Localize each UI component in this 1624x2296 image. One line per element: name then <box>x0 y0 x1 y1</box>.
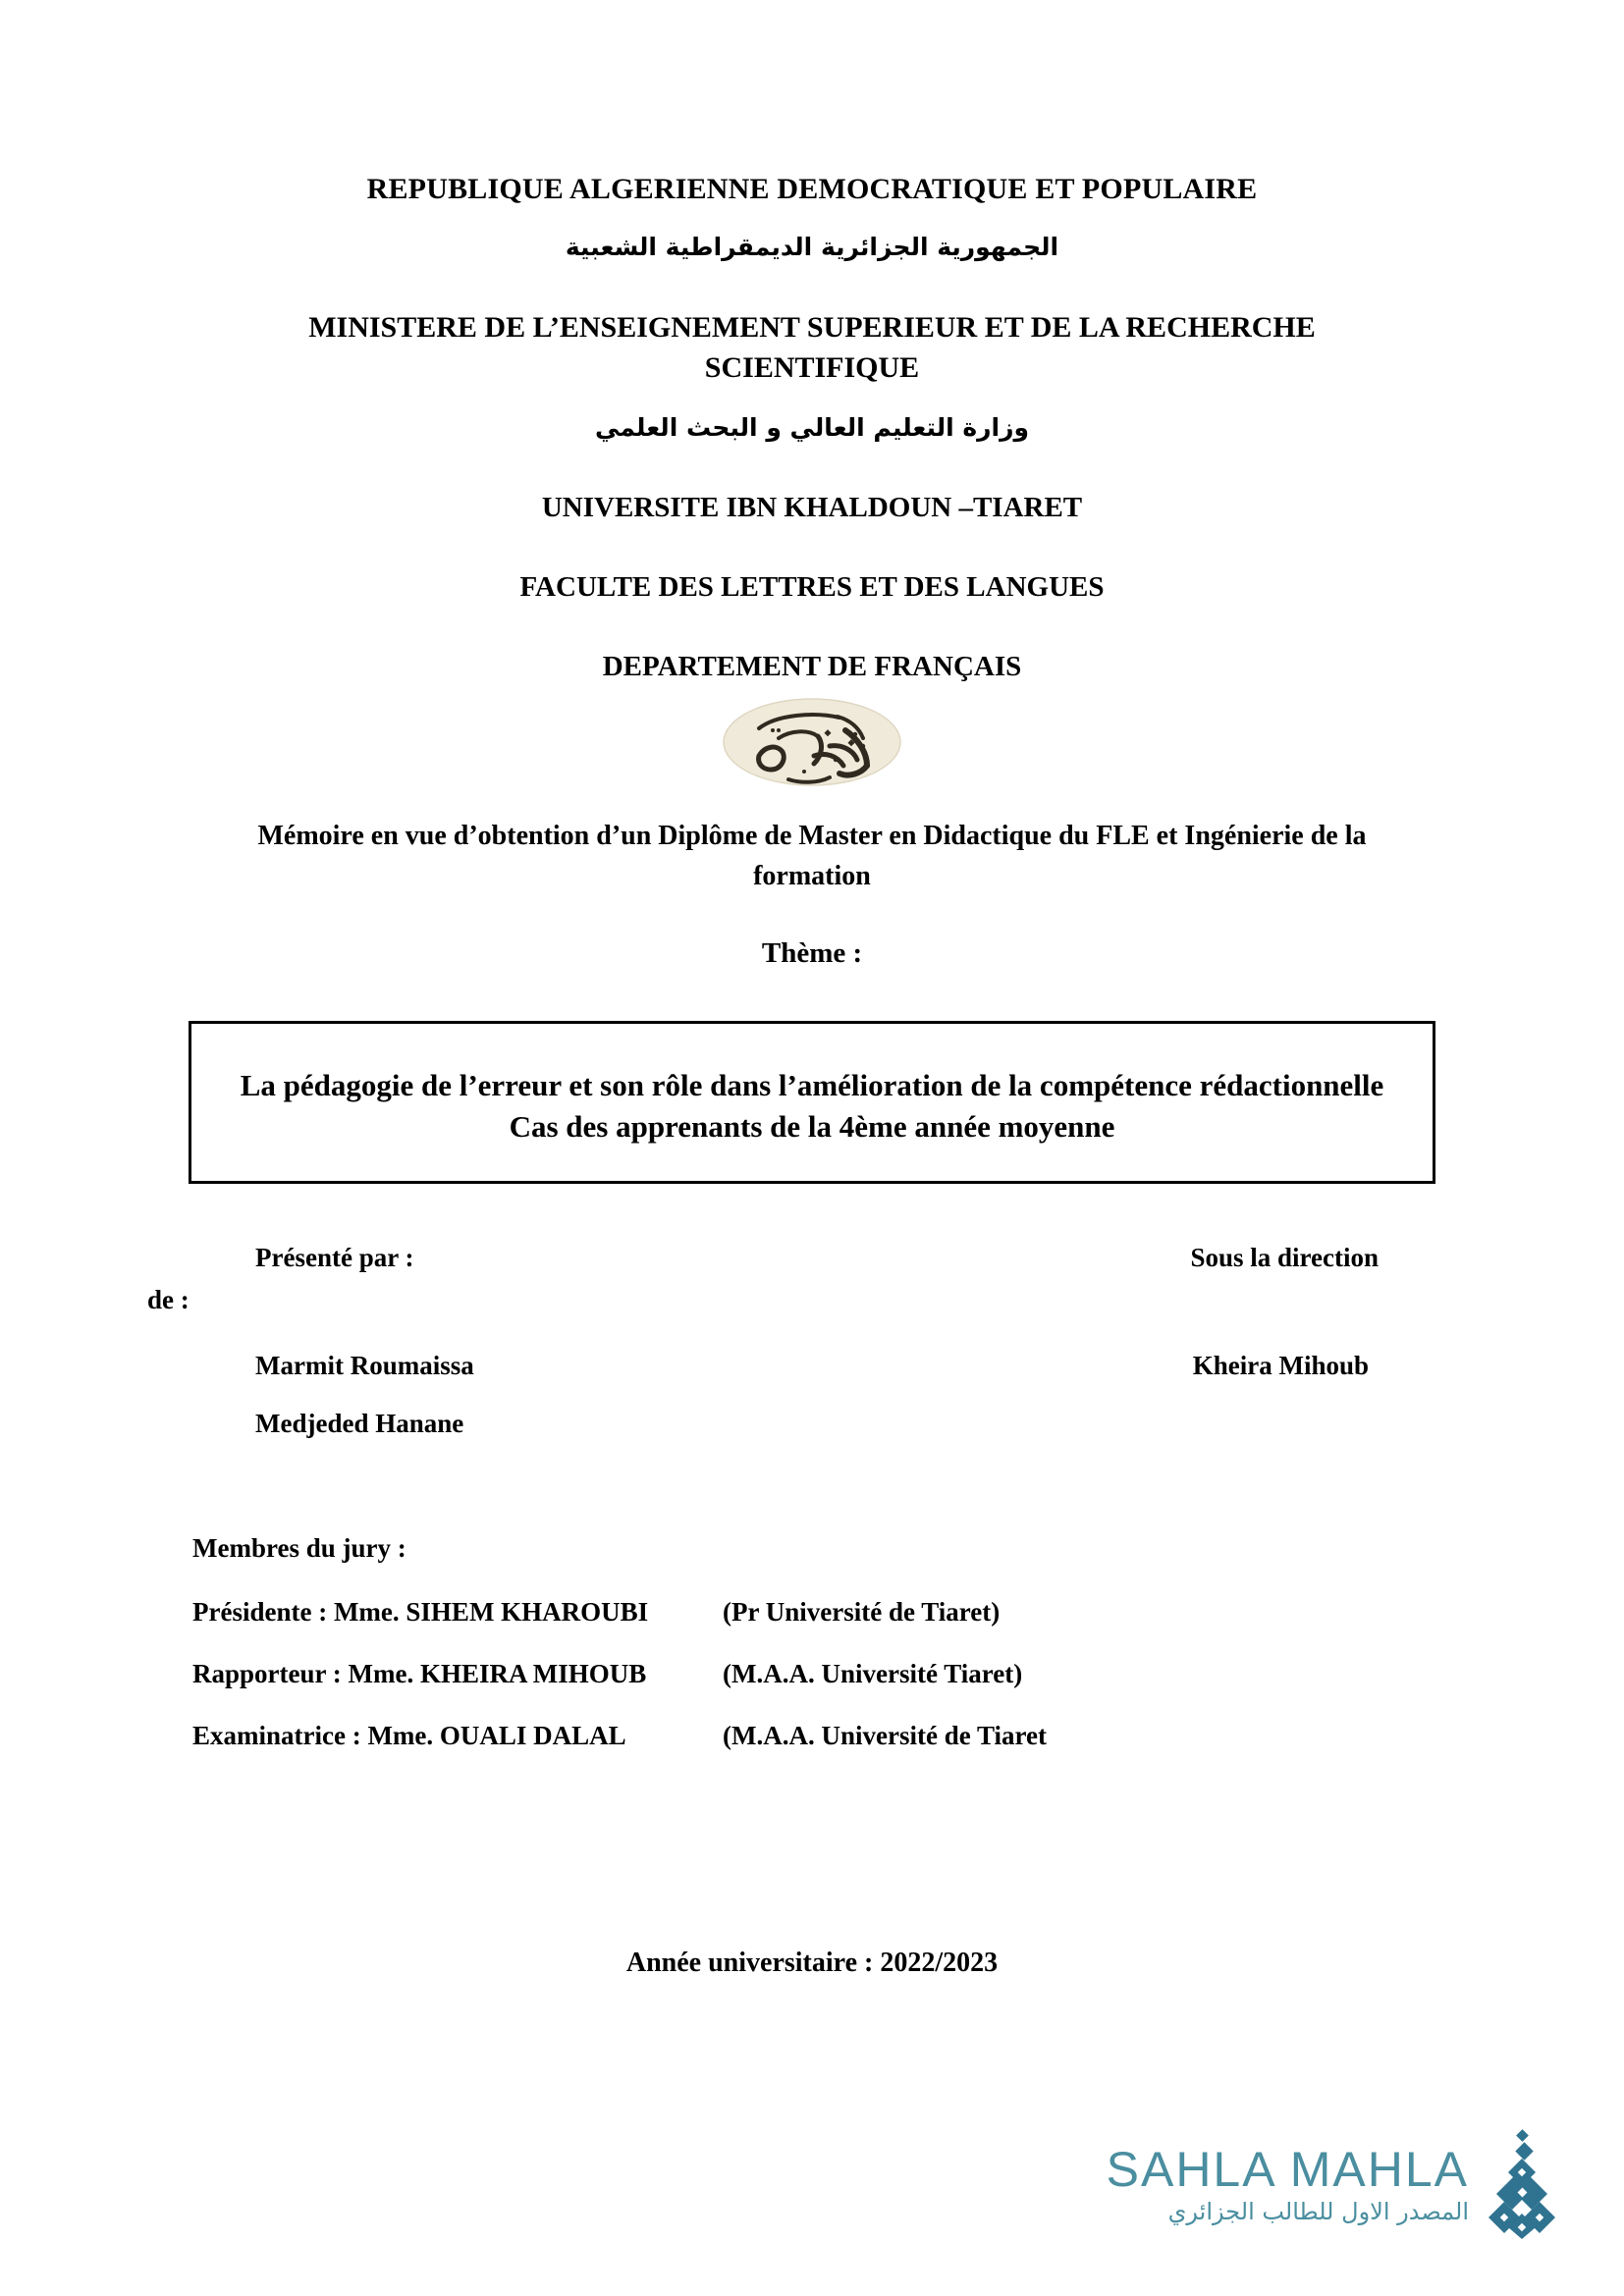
ministry-title-fr: MINISTERE DE L’ENSEIGNEMENT SUPERIEUR ET DE LA RECHERCHE SCIENTIFIQUE <box>308 310 1316 384</box>
presented-by-label: Présenté par : <box>255 1243 414 1273</box>
university-seal-icon <box>720 695 904 789</box>
diploma-statement: Mémoire en vue d’obtention d’un Diplôme de Master en Didactique du FLE et Ingénierie de la formation <box>257 821 1367 891</box>
supervised-by-label-continued: de : <box>147 1285 189 1315</box>
supervised-by-label: Sous la direction <box>1190 1243 1379 1273</box>
ministry-title-ar: وزارة التعليم العالي و البحث العلمي <box>594 413 1030 443</box>
republic-title-fr: REPUBLIQUE ALGERIENNE DEMOCRATIQUE ET POPULAIRE <box>366 173 1258 205</box>
authors-section <box>0 1243 1624 1439</box>
theme-box <box>189 1021 1435 1184</box>
presented-supervised-row <box>192 1243 1379 1273</box>
jury-row <box>192 1659 1477 1689</box>
jury-member-affiliation: (Pr Université de Tiaret) <box>723 1597 1001 1628</box>
watermark-title: SAHLA MAHLA <box>1106 2142 1469 2197</box>
student-name-2: Medjeded Hanane <box>255 1409 464 1439</box>
supervisor-name: Kheira Mihoub <box>1192 1351 1369 1381</box>
student-name-1: Marmit Roumaissa <box>255 1351 474 1381</box>
jury-member-affiliation: (M.A.A. Université Tiaret) <box>723 1659 1023 1689</box>
jury-section <box>0 1533 1624 1751</box>
thesis-title: La pédagogie de l’erreur et son rôle dans l’amélioration de la compétence rédactionnelle <box>240 1068 1384 1103</box>
university-name: UNIVERSITE IBN KHALDOUN –TIARET <box>541 492 1083 524</box>
institution-header <box>0 0 1624 683</box>
department-name: DEPARTEMENT DE FRANÇAIS <box>602 651 1022 683</box>
jury-member-role: Présidente : Mme. SIHEM KHAROUBI <box>192 1597 649 1628</box>
sahla-mahla-watermark <box>1107 2129 1569 2239</box>
jury-member-role: Examinatrice : Mme. OUALI DALAL <box>192 1721 626 1751</box>
jury-member-role: Rapporteur : Mme. KHEIRA MIHOUB <box>192 1659 647 1689</box>
jury-heading: Membres du jury : <box>192 1533 406 1564</box>
watermark-text-block <box>1106 2142 1469 2225</box>
faculty-name: FACULTE DES LETTRES ET DES LANGUES <box>519 571 1105 604</box>
diamond-ornament-icon <box>1475 2129 1569 2239</box>
thesis-subtitle: Cas des apprenants de la 4ème année moyenne <box>509 1109 1115 1145</box>
theme-label: Thème : <box>761 937 863 970</box>
jury-row <box>192 1597 1477 1628</box>
jury-member-affiliation: (M.A.A. Université de Tiaret <box>723 1721 1047 1751</box>
jury-row <box>192 1721 1477 1751</box>
academic-year: Année universitaire : 2022/2023 <box>625 1948 999 1979</box>
student-supervisor-row <box>192 1351 1379 1381</box>
university-seal-container <box>0 695 1624 789</box>
watermark-subtitle: المصدر الاول للطالب الجزائري <box>1167 2198 1469 2225</box>
republic-title-ar: الجمهورية الجزائرية الديمقراطية الشعبية <box>565 232 1059 261</box>
